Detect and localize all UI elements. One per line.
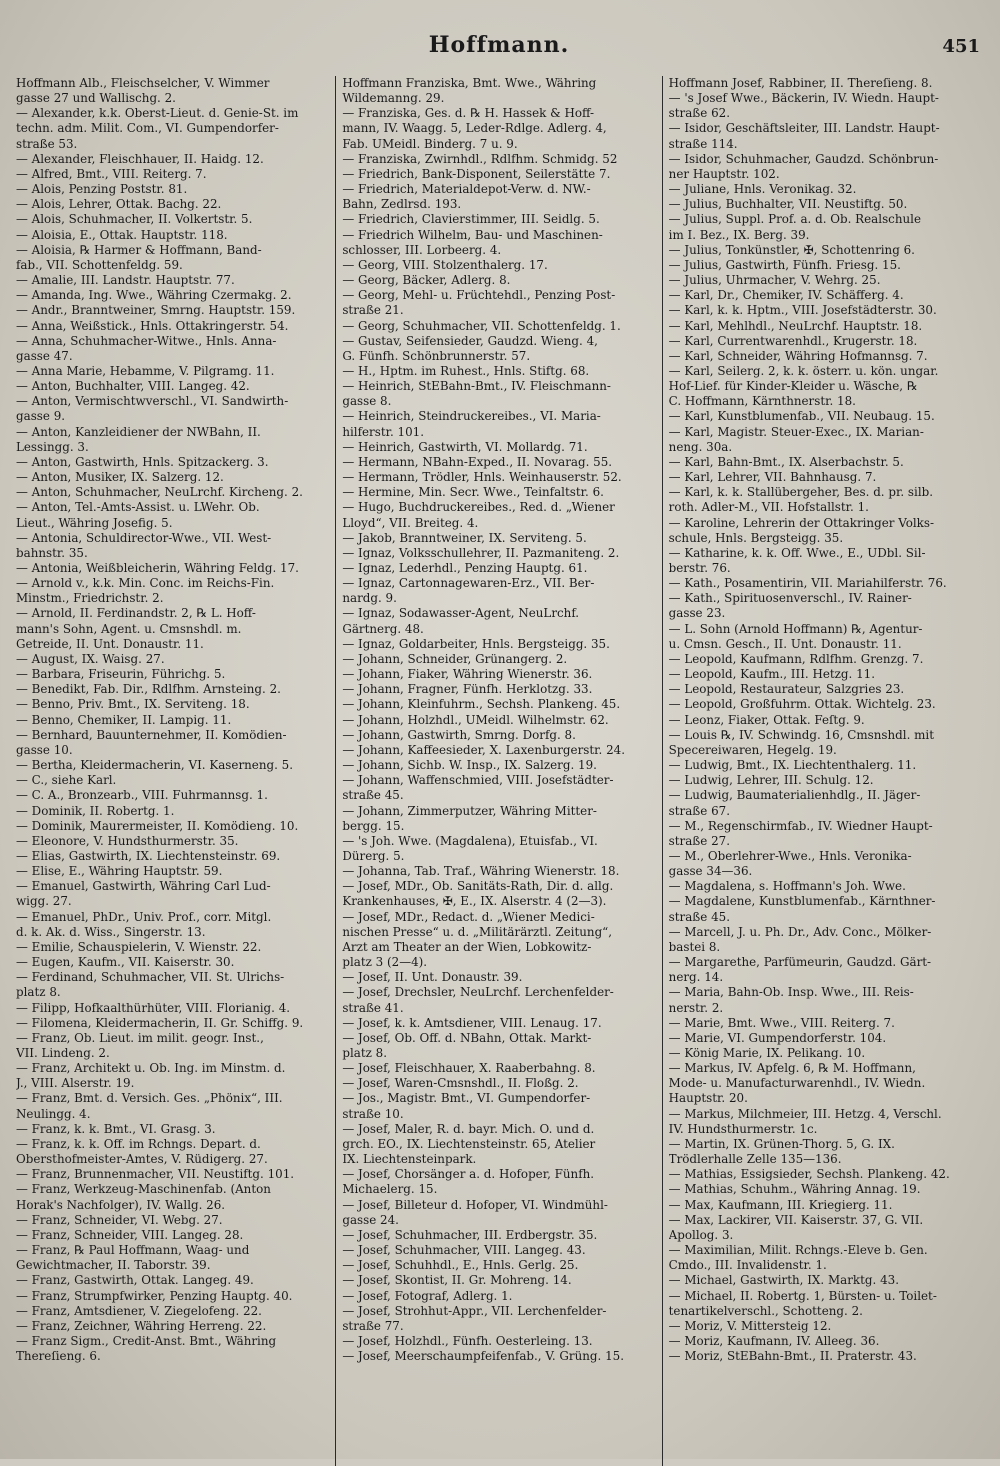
directory-entry-line: platz 3 (2—4). (342, 955, 428, 970)
directory-entry-line: — Josef, Waren-Cmsnshdl., II. Floßg. 2. (342, 1076, 579, 1091)
directory-entry-line: Gärtnerg. 48. (342, 621, 424, 636)
directory-entry-line: — Johann, Gastwirth, Smrng. Dorfg. 8. (342, 727, 576, 742)
directory-entry-line: — Heinrich, StEBahn-Bmt., IV. Fleischmann- (342, 379, 611, 394)
directory-entry-line: — Antonia, Schuldirector-Wwe., VII. West- (16, 530, 272, 545)
directory-entry-line: schule, Hnls. Bergsteigg. 35. (668, 530, 844, 545)
page-header (10, 10, 988, 58)
directory-entry-line: Apollog. 3. (668, 1227, 734, 1242)
directory-entry-line: — Alois, Penzing Poststr. 81. (16, 182, 188, 197)
directory-entry-line: — Josef, II. Unt. Donaustr. 39. (342, 970, 523, 985)
directory-entry-line: — 's Josef Wwe., Bäckerin, IV. Wiedn. Haupt- (668, 91, 939, 106)
directory-entry-line: — Markus, IV. Apfelg. 6, ℞ M. Hoffmann, (668, 1061, 916, 1076)
directory-entry-line: — M., Regenschirmfab., IV. Wiedner Haupt- (668, 818, 933, 833)
directory-entry-line: — Josef, MDr., Ob. Sanitäts-Rath, Dir. d. allg. (342, 879, 614, 894)
directory-entry-line: Lessingg. 3. (16, 439, 89, 454)
directory-entry-line: — Ignaz, Goldarbeiter, Hnls. Bergsteigg. 35. (342, 636, 610, 651)
directory-entry-line: — Antonia, Weißbleicherin, Währing Feldg. 17. (16, 561, 299, 575)
directory-entry-line: — August, IX. Waisg. 27. (16, 651, 165, 666)
directory-entry-line: straße 67. (668, 803, 730, 818)
directory-entry-line: — Jos., Magistr. Bmt., VI. Gumpendorfer- (342, 1091, 591, 1106)
directory-entry-line: Thereſieng. 6. (16, 1349, 101, 1364)
directory-entry-line: — Anton, Musiker, IX. Salzerg. 12. (16, 470, 224, 485)
directory-entry-line: — Georg, VIII. Stolzenthalerg. 17. (342, 257, 548, 272)
directory-entry-line: — Marcell, J. u. Ph. Dr., Adv. Conc., Mölker- (668, 924, 932, 939)
directory-entry-line: — Julius, Suppl. Prof. a. d. Ob. Realschule (668, 212, 921, 227)
directory-entry-line: Hof-Lief. für Kinder-Kleider u. Wäsche, ℞ (668, 379, 918, 394)
directory-entry-line: Obersthofmeister-Amtes, V. Rüdigerg. 27. (16, 1152, 268, 1167)
directory-entry-line: neng. 30a. (668, 439, 733, 454)
directory-entry-line: — Hermann, Trödler, Hnls. Weinhauserstr. 52. (342, 470, 622, 485)
directory-entry-line: — Leopold, Kaufmann, Rdlfhm. Grenzg. 7. (668, 651, 924, 666)
directory-entry-line: straße 27. (668, 833, 730, 848)
directory-entry-line: — Franz, Schneider, VIII. Langeg. 28. (16, 1227, 244, 1242)
directory-entry-line: — Ludwig, Bmt., IX. Liechtenthalerg. 11. (668, 758, 917, 773)
directory-entry-line: — Karl, Dr., Chemiker, IV. Schäfferg. 4. (668, 288, 904, 303)
column-right (662, 76, 988, 1466)
directory-entry-line: — Karl, Mehlhdl., NeuLrchf. Hauptstr. 18. (668, 318, 923, 333)
directory-entry-line: — Dominik, II. Robertg. 1. (16, 803, 175, 818)
directory-entry-line: — Josef, Holzhdl., Fünfh. Oesterleing. 13. (342, 1333, 593, 1348)
directory-entry-line: Neulingg. 4. (16, 1106, 91, 1121)
directory-entry-line: nerstr. 2. (668, 1000, 724, 1015)
directory-entry-line: — Isidor, Schuhmacher, Gaudzd. Schönbrun- (668, 151, 939, 166)
directory-entry-line: — Josef, Schuhmacher, VIII. Langeg. 43. (342, 1243, 586, 1258)
directory-entry-line: — Leonz, Fiaker, Ottak. Feſtg. 9. (668, 712, 865, 727)
directory-entry-line: bastei 8. (668, 939, 721, 954)
directory-entry-line: — Emilie, Schauspielerin, V. Wienstr. 22. (16, 939, 262, 954)
directory-entry-line: — Ignaz, Cartonnagewaren-Erz., VII. Ber- (342, 576, 595, 591)
directory-entry-line: — Alfred, Bmt., VIII. Reiterg. 7. (16, 166, 207, 181)
directory-entry-line: straße 45. (342, 788, 404, 803)
directory-entry-line: u. Cmsn. Gesch., II. Unt. Donaustr. 11. (668, 636, 902, 651)
directory-entry-line: — Anton, Tel.-Amts-Assist. u. LWehr. Ob. (16, 500, 260, 515)
directory-entry-line: — Josef, Chorsänger a. d. Hofoper, Fünfh. (342, 1167, 595, 1182)
directory-entry-line: — Louis ℞, IV. Schwindg. 16, Cmsnshdl. mit (668, 727, 935, 742)
directory-entry-line: — Franz Sigm., Credit-Anst. Bmt., Währing (16, 1333, 277, 1348)
directory-entry-line: d. k. Ak. d. Wiss., Singerstr. 13. (16, 924, 206, 939)
directory-entry-line: — Katharine, k. k. Off. Wwe., E., UDbl. Sil- (668, 545, 926, 560)
directory-entry-line: — Franziska, Zwirnhdl., Rdlfhm. Schmidg. 52 (342, 151, 618, 166)
directory-entry-line: — Karl, k. k. Stallübergeher, Bes. d. pr. silb. (668, 485, 934, 500)
directory-entry-line: — Kath., Posamentirin, VII. Mariahilferstr. 76. (668, 576, 947, 591)
directory-entry-line: ner Hauptstr. 102. (668, 166, 780, 181)
directory-entry-line: — Ignaz, Sodawasser-Agent, NeuLrchf. (342, 606, 580, 621)
directory-entry-line: roth. Adler-M., VII. Hofstallstr. 1. (668, 500, 869, 515)
directory-entry-line: Horak's Nachfolger), IV. Wallg. 26. (16, 1197, 226, 1212)
directory-entry-line: — Juliane, Hnls. Veronikag. 32. (668, 182, 857, 197)
directory-entry-line: — Julius, Tonkünstler, ✠, Schottenring 6. (668, 242, 915, 257)
directory-entry-line: Arzt am Theater an der Wien, Lobkowitz- (342, 939, 592, 954)
directory-entry-line: — Elise, E., Währing Hauptstr. 59. (16, 864, 223, 879)
directory-entry-line: gasse 23. (668, 606, 726, 621)
directory-entry-line: — Markus, Milchmeier, III. Hetzg. 4, Verschl. (668, 1106, 942, 1121)
directory-entry-line: — Martin, IX. Grünen-Thorg. 5, G. IX. (668, 1136, 895, 1151)
directory-entry-line: — Jakob, Branntweiner, IX. Serviteng. 5. (342, 530, 587, 545)
directory-entry-line: — Isidor, Geschäftsleiter, III. Landstr. Haupt- (668, 121, 940, 136)
directory-entry-line: — Emanuel, Gastwirth, Währing Carl Lud- (16, 879, 271, 894)
directory-entry-line: — Franz, k. k. Bmt., VI. Grasg. 3. (16, 1121, 216, 1136)
directory-entry-line: straße 41. (342, 1000, 404, 1015)
directory-entry-line: — Franz, Bmt. d. Versich. Ges. „Phönix“, III. (16, 1091, 283, 1106)
directory-entry-line: — Franz, Brunnenmacher, VII. Neustiftg. 101. (16, 1167, 295, 1182)
directory-entry-line: — Franz, Zeichner, Währing Herreng. 22. (16, 1318, 267, 1333)
directory-entry-line: — Karl, Schneider, Währing Hofmannsg. 7. (668, 348, 928, 363)
directory-entry-line: — Josef, Schuhmacher, III. Erdbergstr. 35. (342, 1227, 598, 1242)
directory-entry-line: — Moriz, V. Mittersteig 12. (668, 1318, 832, 1333)
directory-entry-line: — Gustav, Seifensieder, Gaudzd. Wieng. 4, (342, 333, 598, 348)
directory-entry-line: — Johann, Kleinfuhrm., Sechsh. Plankeng. 45. (342, 697, 621, 712)
directory-entry-line: — Friedrich, Materialdepot-Verw. d. NW.- (342, 182, 591, 197)
directory-entry-line: — Alois, Lehrer, Ottak. Bachg. 22. (16, 197, 222, 212)
directory-entry-line: — Anna, Schuhmacher-Witwe., Hnls. Anna- (16, 333, 277, 348)
directory-entry-line: — Moriz, Kaufmann, IV. Alleeg. 36. (668, 1333, 880, 1348)
directory-entry-line: bahnstr. 35. (16, 545, 88, 560)
directory-entry-line: — Bernhard, Bauunternehmer, II. Komödien- (16, 727, 287, 742)
directory-entry-line: — Michael, Gastwirth, IX. Marktg. 43. (668, 1273, 899, 1288)
directory-entry-line: VII. Lindeng. 2. (16, 1046, 110, 1060)
column-middle (335, 76, 661, 1466)
directory-entry-line: — Max, Kaufmann, III. Kriegierg. 11. (668, 1197, 893, 1212)
directory-entry-line: — Amanda, Ing. Wwe., Währing Czermakg. 2. (16, 288, 292, 303)
directory-entry-line: Mode- u. Manufacturwarenhdl., IV. Wiedn. (668, 1076, 926, 1091)
directory-entry-line: — Filomena, Kleidermacherin, II. Gr. Schiffg. 9. (16, 1015, 304, 1030)
directory-entry-line: — H., Hptm. im Ruhest., Hnls. Stiftg. 68. (342, 363, 590, 378)
directory-entry-line: — Franz, Schneider, VI. Webg. 27. (16, 1212, 223, 1227)
directory-entry-line: — Leopold, Restaurateur, Salzgries 23. (668, 682, 905, 697)
directory-entry-line: — Magdalene, Kunstblumenfab., Kärnthner- (668, 894, 936, 909)
directory-entry-line: Getreide, II. Unt. Donaustr. 11. (16, 636, 204, 651)
directory-entry-line: Fab. UMeidl. Binderg. 7 u. 9. (342, 136, 518, 151)
directory-entry-line: — Alexander, k.k. Oberst-Lieut. d. Genie-St. im (16, 106, 299, 121)
directory-entry-line: straße 53. (16, 136, 78, 151)
directory-entry-line: — Johann, Waffenschmied, VIII. Josefstädter- (342, 773, 614, 788)
directory-entry-line: — Friedrich Wilhelm, Bau- und Maschinen- (342, 227, 603, 242)
directory-entry-line: — Johann, Kaffeesieder, X. Laxenburgerstr. 24. (342, 742, 625, 757)
directory-entry-line: — Leopold, Großfuhrm. Ottak. Wichtelg. 23. (668, 697, 936, 712)
directory-entry-line: gasse 27 und Wallischg. 2. (16, 91, 176, 106)
directory-entry-line: — Franz, Werkzeug-Maschinenfab. (Anton (16, 1182, 271, 1197)
directory-entry-line: — Josef, Meerschaumpfeifenfab., V. Grüng. 15. (342, 1349, 625, 1364)
directory-entry-line: gasse 34—36. (668, 864, 753, 879)
directory-entry-line: — Josef, Fleischhauer, X. Raaberbahng. 8. (342, 1061, 596, 1076)
directory-entry-line: — Anton, Vermischtwverschl., VI. Sandwirth- (16, 394, 289, 409)
directory-entry-line: — C. A., Bronzearb., VIII. Fuhrmannsg. 1. (16, 788, 268, 803)
directory-entry-line: tenartikelverschl., Schotteng. 2. (668, 1303, 863, 1318)
directory-entry-line: Hauptstr. 20. (668, 1091, 748, 1106)
directory-entry-line: — Anton, Kanzleidiener der NWBahn, II. (16, 424, 261, 439)
directory-entry-line: — Hugo, Buchdruckereibes., Red. d. „Wiener (342, 500, 615, 515)
directory-entry-line: — Benno, Chemiker, II. Lampig. 11. (16, 712, 232, 727)
directory-entry-line: platz 8. (342, 1046, 387, 1060)
directory-entry-line: nardg. 9. (342, 591, 397, 606)
directory-entry-line: nischen Presse“ u. d. „Militärärztl. Zeitung“, (342, 924, 613, 939)
directory-entry-line: Hoffmann Alb., Fleischselcher, V. Wimmer (16, 76, 270, 90)
directory-entry-line: — Anna, Weißstick., Hnls. Ottakringerstr. 54. (16, 318, 289, 333)
directory-entry-line: — Anton, Gastwirth, Hnls. Spitzackerg. 3. (16, 454, 269, 469)
directory-entry-line: Cmdo., III. Invalidenstr. 1. (668, 1258, 827, 1273)
directory-entry-line: gasse 8. (342, 394, 392, 409)
directory-entry-line: straße 114. (668, 136, 738, 151)
directory-entry-line: gasse 10. (16, 742, 73, 757)
directory-entry-line: — M., Oberlehrer-Wwe., Hnls. Veronika- (668, 848, 912, 863)
directory-entry-line: — Ignaz, Volksschullehrer, II. Pazmaniteng. 2. (342, 545, 620, 560)
directory-entry-line: — Karl, Currentwarenhdl., Krugerstr. 18. (668, 333, 918, 348)
directory-entry-line: — Anna Marie, Hebamme, V. Pilgramg. 11. (16, 363, 275, 378)
directory-entry-line: C. Hoffmann, Kärnthnerstr. 18. (668, 394, 856, 409)
directory-entry-line: — Josef, MDr., Redact. d. „Wiener Medici- (342, 909, 595, 924)
directory-entry-line: grch. EO., IX. Liechtensteinstr. 65, Atelier (342, 1136, 596, 1151)
directory-entry-line: — Aloisia, ℞ Harmer & Hoffmann, Band- (16, 242, 262, 257)
directory-entry-line: straße 10. (342, 1106, 404, 1121)
directory-entry-line: — Franz, Amtsdiener, V. Ziegelofeng. 22. (16, 1303, 262, 1318)
directory-entry-line: — L. Sohn (Arnold Hoffmann) ℞, Agentur- (668, 621, 923, 636)
directory-entry-line: — Arnold v., k.k. Min. Conc. im Reichs-Fin. (16, 576, 275, 591)
directory-entry-line: — Marie, VI. Gumpendorferstr. 104. (668, 1030, 887, 1045)
directory-entry-line: — Johanna, Tab. Traf., Währing Wienerstr. 18. (342, 864, 620, 879)
directory-entry-line: schlosser, III. Lorbeerg. 4. (342, 242, 502, 257)
directory-entry-line: bergg. 15. (342, 818, 405, 833)
directory-entry-line: — Marie, Bmt. Wwe., VIII. Reiterg. 7. (668, 1015, 895, 1030)
directory-entry-line: — Friedrich, Bank-Disponent, Seilerstätte 7. (342, 166, 611, 181)
directory-entry-line: berstr. 76. (668, 561, 731, 575)
page-number: 451 (942, 36, 980, 57)
directory-entry-line: — Dominik, Maurermeister, II. Komödieng. 10. (16, 818, 299, 833)
directory-entry-line: — Anton, Buchhalter, VIII. Langeg. 42. (16, 379, 250, 394)
directory-entry-line: — Kath., Spirituosenverschl., IV. Rainer- (668, 591, 912, 606)
directory-entry-line: — Eugen, Kaufm., VII. Kaiserstr. 30. (16, 955, 235, 970)
directory-entry-line: platz 8. (16, 985, 61, 1000)
directory-entry-line: — Filipp, Hofkaalthürhüter, VIII. Florianig. 4. (16, 1000, 291, 1015)
directory-columns (10, 76, 988, 1466)
directory-entry-line: — Julius, Uhrmacher, V. Wehrg. 25. (668, 273, 881, 288)
directory-entry-line: fab., VII. Schottenfeldg. 59. (16, 257, 183, 272)
directory-entry-line: — Emanuel, PhDr., Univ. Prof., corr. Mitgl. (16, 909, 272, 924)
directory-entry-line: nerg. 14. (668, 970, 724, 985)
directory-entry-line: — Ignaz, Lederhdl., Penzing Hauptg. 61. (342, 561, 588, 575)
directory-entry-line: — Karl, Bahn-Bmt., IX. Alserbachstr. 5. (668, 454, 904, 469)
directory-entry-line: G. Fünfh. Schönbrunnerstr. 57. (342, 348, 531, 363)
directory-entry-line: — Georg, Schuhmacher, VII. Schottenfeldg. 1. (342, 318, 621, 333)
directory-entry-line: Specereiwaren, Hegelg. 19. (668, 742, 837, 757)
directory-entry-line: Trödlerhalle Zelle 135—136. (668, 1152, 842, 1167)
directory-entry-line: — Josef, Drechsler, NeuLrchf. Lerchenfelder- (342, 985, 614, 1000)
directory-entry-line: techn. adm. Milit. Com., VI. Gumpendorfer- (16, 121, 279, 136)
directory-entry-line: Lloyd“, VII. Breiteg. 4. (342, 515, 479, 530)
directory-entry-line: — Josef, Billeteur d. Hofoper, VI. Windmühl- (342, 1197, 608, 1212)
directory-entry-line: — Josef, Schuhhdl., E., Hnls. Gerlg. 25. (342, 1258, 579, 1273)
directory-entry-line: — Johann, Fragner, Fünfh. Herklotzg. 33. (342, 682, 593, 697)
directory-entry-line: — Arnold, II. Ferdinandstr. 2, ℞ L. Hoff- (16, 606, 256, 621)
directory-entry-line: — Franz, Architekt u. Ob. Ing. im Minstm. d. (16, 1061, 286, 1076)
directory-entry-line: — Heinrich, Gastwirth, VI. Mollardg. 71. (342, 439, 588, 454)
directory-entry-line: — Georg, Mehl- u. Früchtehdl., Penzing Post- (342, 288, 616, 303)
directory-entry-line: gasse 24. (342, 1212, 399, 1227)
directory-entry-line: — Julius, Buchhalter, VII. Neustiftg. 50. (668, 197, 908, 212)
directory-entry-line: — Andr., Branntweiner, Smrng. Hauptstr. 159. (16, 303, 296, 318)
directory-entry-line: — Friedrich, Clavierstimmer, III. Seidlg. 5. (342, 212, 600, 227)
directory-entry-line: — Hermann, NBahn-Exped., II. Novarag. 55. (342, 454, 613, 469)
directory-entry-line: — Julius, Gastwirth, Fünfh. Friesg. 15. (668, 257, 901, 272)
directory-entry-line: — Karl, k. k. Hptm., VIII. Josefstädterstr. 30. (668, 303, 937, 318)
directory-entry-line: mann's Sohn, Agent. u. Cmsnshdl. m. (16, 621, 242, 636)
directory-entry-line: — Max, Lackirer, VII. Kaiserstr. 37, G. VII. (668, 1212, 924, 1227)
directory-entry-line: — Johann, Schneider, Grünangerg. 2. (342, 651, 568, 666)
directory-entry-line: — Franz, ℞ Paul Hoffmann, Waag- und (16, 1243, 250, 1258)
directory-entry-line: — Josef, Strohhut-Appr., VII. Lerchenfelder- (342, 1303, 607, 1318)
directory-entry-line: im I. Bez., IX. Berg. 39. (668, 227, 810, 242)
directory-entry-line: — Karl, Magistr. Steuer-Exec., IX. Marian- (668, 424, 924, 439)
directory-entry-line: — Alexander, Fleischhauer, II. Haidg. 12. (16, 151, 264, 166)
directory-entry-line: — Magdalena, s. Hoffmann's Joh. Wwe. (668, 879, 906, 894)
directory-entry-line: — Barbara, Friseurin, Führichg. 5. (16, 667, 226, 682)
directory-entry-line: Lieut., Währing Josefig. 5. (16, 515, 173, 530)
directory-entry-line: — Elias, Gastwirth, IX. Liechtensteinstr. 69. (16, 848, 281, 863)
directory-entry-line: — Eleonore, V. Hundsthurmerstr. 35. (16, 833, 239, 848)
directory-entry-line: Krankenhauses, ✠, E., IX. Alserstr. 4 (2—3). (342, 894, 607, 909)
directory-entry-line: gasse 47. (16, 348, 73, 363)
directory-entry-line: — Benedikt, Fab. Dir., Rdlfhm. Arnsteing. 2. (16, 682, 281, 697)
directory-entry-line: — Johann, Sichb. W. Insp., IX. Salzerg. 19. (342, 758, 597, 773)
directory-entry-line: — Maximilian, Milit. Rchngs.-Eleve b. Gen. (668, 1243, 928, 1258)
directory-entry-line: — Ferdinand, Schuhmacher, VII. St. Ulrichs- (16, 970, 285, 985)
directory-entry-line: Hoffmann Franziska, Bmt. Wwe., Währing (342, 76, 597, 90)
directory-entry-line: IV. Hundsthurmerstr. 1c. (668, 1121, 818, 1136)
directory-entry-line: — Bertha, Kleidermacherin, VI. Kaserneng. 5. (16, 758, 294, 773)
directory-entry-line: — Alois, Schuhmacher, II. Volkertstr. 5. (16, 212, 253, 227)
directory-entry-line: straße 62. (668, 106, 730, 121)
directory-entry-line: — Karl, Lehrer, VII. Bahnhausg. 7. (668, 470, 877, 485)
directory-entry-line: — Benno, Priv. Bmt., IX. Serviteng. 18. (16, 697, 250, 712)
directory-entry-line: — Franz, k. k. Off. im Rchngs. Depart. d. (16, 1136, 261, 1151)
directory-entry-line: Bahn, Zedlrsd. 193. (342, 197, 462, 212)
directory-entry-line: — Margarethe, Parfümeurin, Gaudzd. Gärt- (668, 955, 932, 970)
directory-entry-line: — Ludwig, Baumaterialienhdlg., II. Jäger- (668, 788, 921, 803)
directory-entry-line: gasse 9. (16, 409, 66, 424)
directory-entry-line: — Moriz, StEBahn-Bmt., II. Praterstr. 43. (668, 1349, 917, 1364)
directory-entry-line: mann, IV. Waagg. 5, Leder-Rdlge. Adlerg. 4, (342, 121, 607, 136)
directory-entry-line: — Michael, II. Robertg. 1, Bürsten- u. Toilet- (668, 1288, 937, 1303)
directory-entry-line: — Ludwig, Lehrer, III. Schulg. 12. (668, 773, 874, 788)
directory-entry-line: — Hermine, Min. Secr. Wwe., Teinfaltstr. 6. (342, 485, 604, 500)
directory-entry-line: J., VIII. Alserstr. 19. (16, 1076, 135, 1091)
directory-entry-line: straße 21. (342, 303, 404, 318)
directory-entry-line: — König Marie, IX. Pelikang. 10. (668, 1046, 866, 1060)
directory-entry-line: — Mathias, Schuhm., Währing Annag. 19. (668, 1182, 921, 1197)
directory-entry-line: — Franz, Ob. Lieut. im milit. geogr. Inst., (16, 1030, 264, 1045)
directory-entry-line: straße 45. (668, 909, 730, 924)
directory-entry-line: — 's Joh. Wwe. (Magdalena), Etuisfab., VI. (342, 833, 598, 848)
directory-entry-line: — C., siehe Karl. (16, 773, 117, 788)
directory-entry-line: Wildemanng. 29. (342, 91, 445, 106)
directory-entry-line: — Josef, Fotograf, Adlerg. 1. (342, 1288, 513, 1303)
directory-entry-line: — Aloisia, E., Ottak. Hauptstr. 118. (16, 227, 228, 242)
directory-entry-line: — Josef, Ob. Off. d. NBahn, Ottak. Markt- (342, 1030, 592, 1045)
directory-entry-line: hilferstr. 101. (342, 424, 425, 439)
directory-entry-line: Michaelerg. 15. (342, 1182, 438, 1197)
directory-entry-line: Hoffmann Josef, Rabbiner, II. Thereſieng. 8. (668, 76, 933, 90)
directory-entry-line: — Johann, Fiaker, Währing Wienerstr. 36. (342, 667, 593, 682)
directory-entry-line: — Josef, Skontist, II. Gr. Mohreng. 14. (342, 1273, 572, 1288)
directory-entry-line: wigg. 27. (16, 894, 72, 909)
directory-entry-line: — Johann, Zimmerputzer, Währing Mitter- (342, 803, 597, 818)
directory-entry-line: — Johann, Holzhdl., UMeidl. Wilhelmstr. 62. (342, 712, 609, 727)
directory-entry-line: — Karoline, Lehrerin der Ottakringer Volks- (668, 515, 934, 530)
directory-entry-line: — Karl, Seilerg. 2, k. k. österr. u. kön. ungar. (668, 363, 939, 378)
directory-entry-line: — Leopold, Kaufm., III. Hetzg. 11. (668, 667, 875, 682)
page-title: Hoffmann. (428, 32, 570, 58)
directory-entry-line: Gewichtmacher, II. Taborstr. 39. (16, 1258, 211, 1273)
directory-entry-line: — Franz, Gastwirth, Ottak. Langeg. 49. (16, 1273, 254, 1288)
directory-entry-line: — Heinrich, Steindruckereibes., VI. Maria- (342, 409, 601, 424)
column-left (10, 76, 335, 1466)
directory-entry-line: — Amalie, III. Landstr. Hauptstr. 77. (16, 273, 235, 288)
directory-entry-line: — Franziska, Ges. d. ℞ H. Hassek & Hoff- (342, 106, 595, 121)
directory-entry-line: — Franz, Strumpfwirker, Penzing Hauptg. 40. (16, 1288, 293, 1303)
directory-entry-line: straße 77. (342, 1318, 404, 1333)
directory-entry-line: — Josef, k. k. Amtsdiener, VIII. Lenaug. 17. (342, 1015, 602, 1030)
directory-entry-line: — Karl, Kunstblumenfab., VII. Neubaug. 15. (668, 409, 935, 424)
directory-entry-line: — Maria, Bahn-Ob. Insp. Wwe., III. Reis- (668, 985, 914, 1000)
directory-entry-line: — Josef, Maler, R. d. bayr. Mich. O. und d. (342, 1121, 595, 1136)
directory-entry-line: — Georg, Bäcker, Adlerg. 8. (342, 273, 511, 288)
directory-entry-line: — Anton, Schuhmacher, NeuLrchf. Kircheng. 2. (16, 485, 303, 500)
directory-entry-line: Dürerg. 5. (342, 848, 405, 863)
directory-entry-line: Minstm., Friedrichstr. 2. (16, 591, 164, 606)
directory-entry-line: — Mathias, Essigsieder, Sechsh. Plankeng. 42. (668, 1167, 950, 1182)
directory-entry-line: IX. Liechtensteinpark. (342, 1152, 477, 1167)
